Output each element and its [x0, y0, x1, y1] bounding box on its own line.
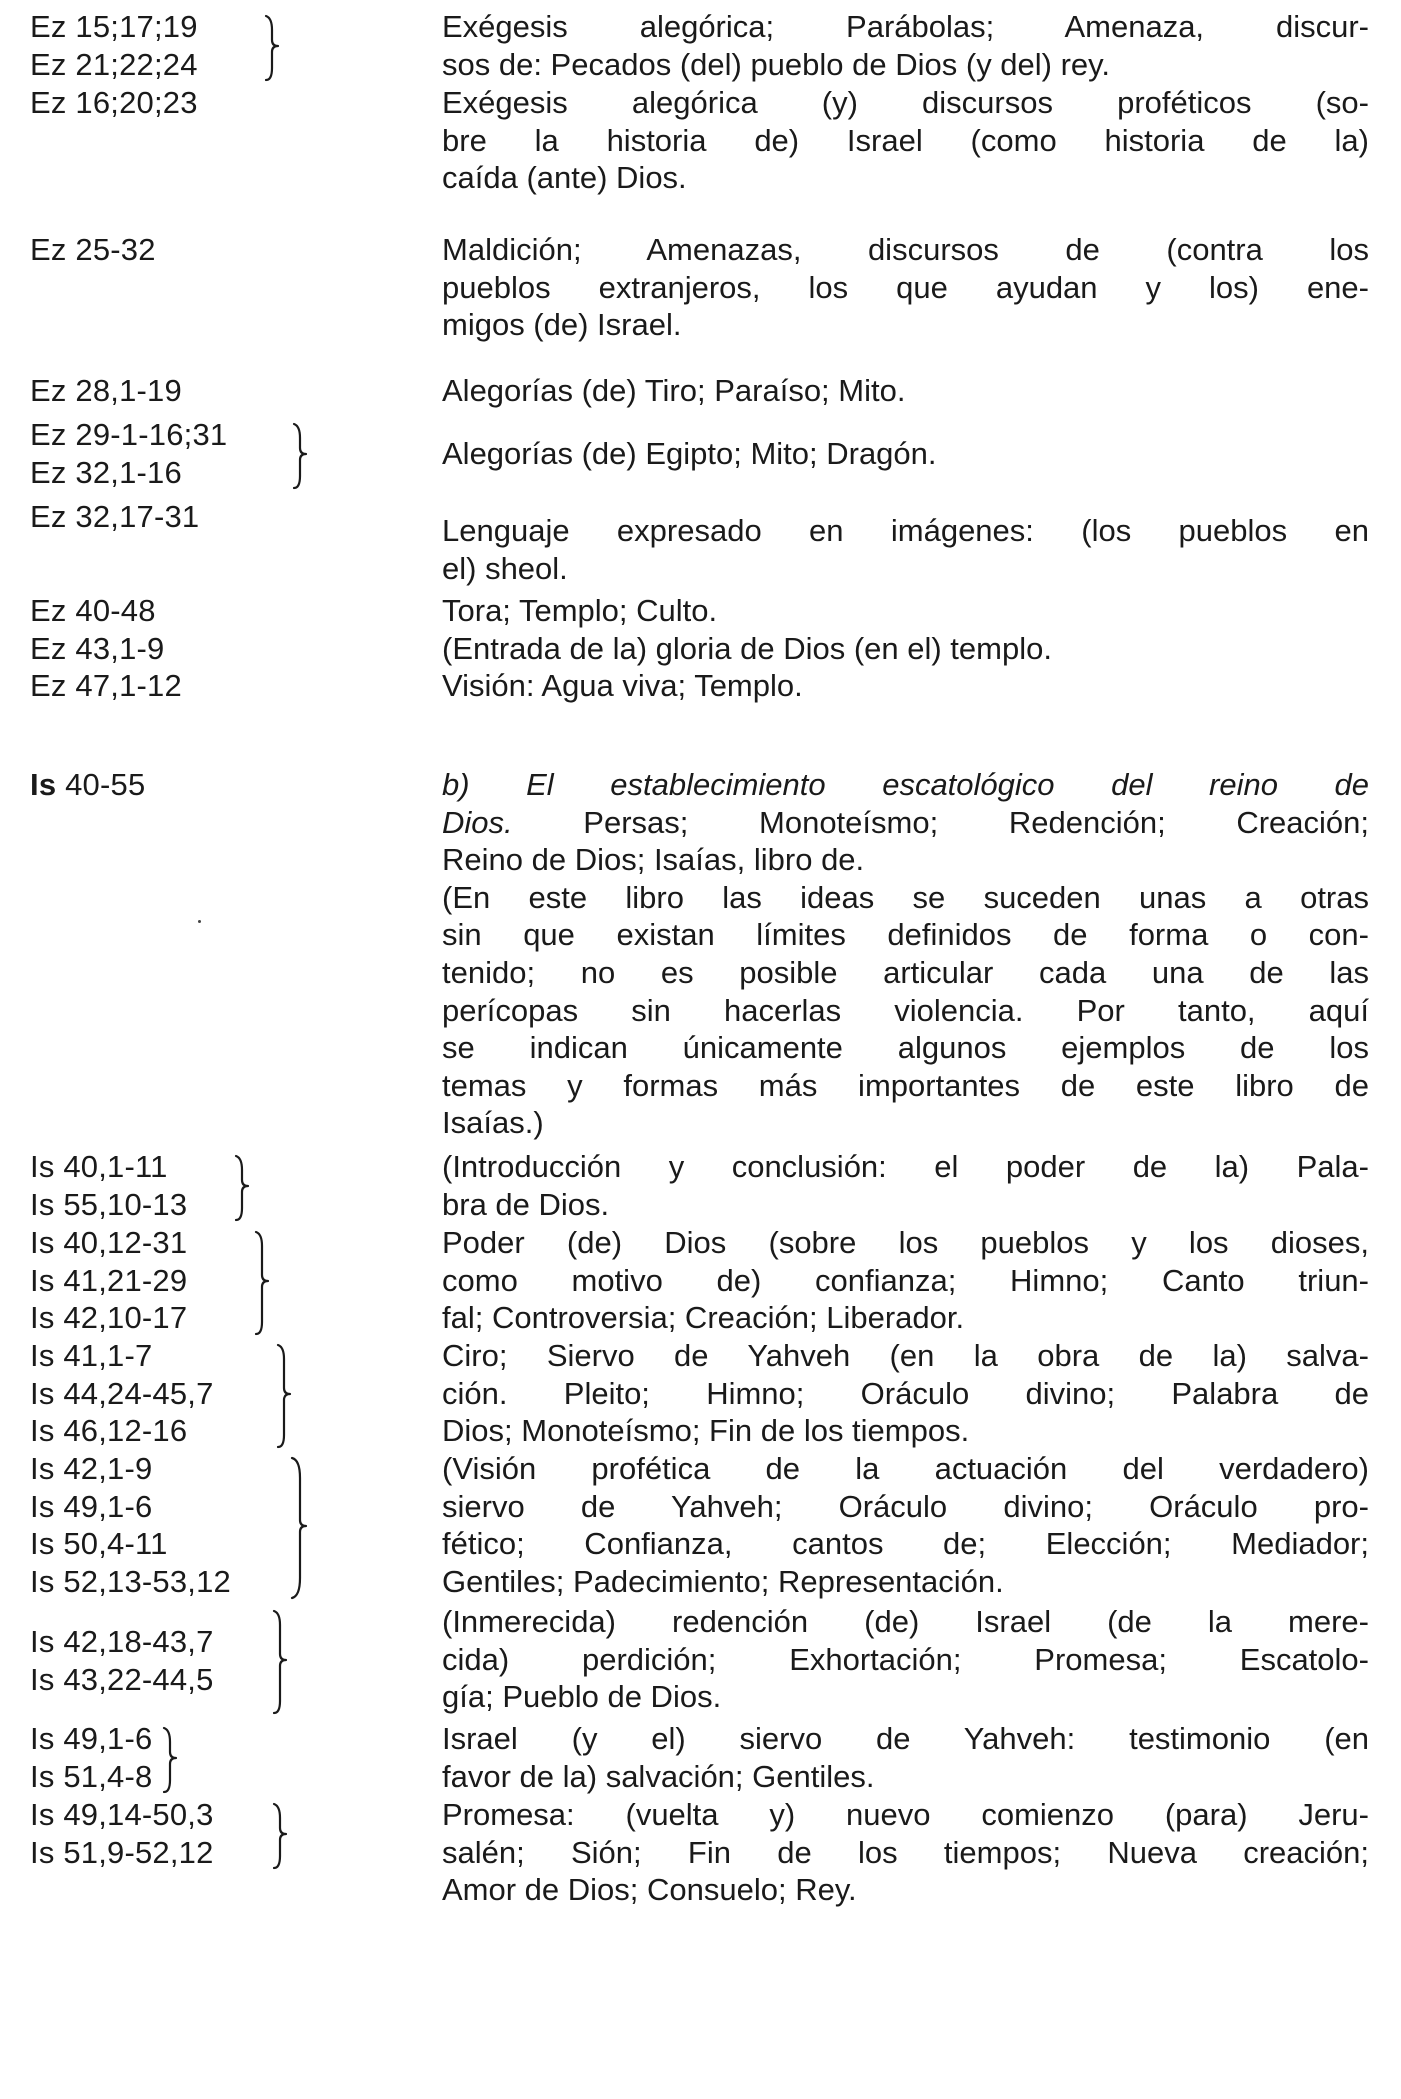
description [442, 667, 1369, 705]
description-line: (En este libro las ideas se suceden unas a otras [442, 879, 1369, 915]
reference: Is 55,10-13 [30, 1186, 188, 1222]
description-line: perícopas sin hacerlas violencia. Por tanto, aquí [442, 992, 1369, 1028]
reference: Is 52,13-53,12 [30, 1563, 232, 1599]
reference-column [30, 1148, 187, 1223]
description-line [442, 804, 1369, 842]
reference-column [30, 592, 156, 630]
reference: Is 44,24-45,7 [30, 1375, 214, 1411]
description-line: Gentiles; Padecimiento; Representación. [442, 1563, 1004, 1599]
description [442, 1148, 1369, 1223]
description-line: pueblos extranjeros, los que ayudan y los) ene- [442, 269, 1369, 305]
description [442, 8, 1369, 83]
description [442, 435, 1369, 473]
reference: Is 42,1-9 [30, 1451, 153, 1486]
description [442, 1337, 1369, 1450]
description [442, 1720, 1369, 1795]
reference: Ez 15;17;19 [30, 9, 198, 44]
reference: Is 50,4-11 [30, 1526, 168, 1562]
reference-column [30, 84, 198, 122]
grouping-brace [290, 416, 314, 492]
description [442, 1603, 1369, 1716]
description [442, 1224, 1369, 1337]
description-line: ción. Pleito; Himno; Oráculo divino; Palabra de [442, 1375, 1369, 1411]
reference: Is 51,4-8 [30, 1758, 153, 1794]
stray-mark [198, 920, 201, 923]
reference-column [30, 372, 182, 410]
description [442, 630, 1369, 668]
description-line: (Inmerecida) redención (de) Israel (de la mere- [442, 1604, 1369, 1639]
description [442, 84, 1369, 197]
description-line: (Visión profética de la actuación del verdadero) [442, 1451, 1369, 1486]
description-line: Exégesis alegórica; Parábolas; Amenaza, discur- [442, 9, 1369, 44]
description-line: (Introducción y conclusión: el poder de la) Pala- [442, 1149, 1369, 1184]
reference: Is 42,18-43,7 [30, 1624, 214, 1659]
description-line: caída (ante) Dios. [442, 160, 687, 196]
reference-column [30, 1720, 152, 1795]
description-text: Persas; Monoteísmo; Redención; Creación; [512, 804, 1369, 840]
description-line: temas y formas más importantes de este libro de [442, 1067, 1369, 1103]
reference: Ez 47,1-12 [30, 668, 182, 703]
description-line: Alegorías (de) Egipto; Mito; Dragón. [442, 436, 937, 471]
description-line: cida) perdición; Exhortación; Promesa; Escatolo- [442, 1641, 1369, 1677]
reference: Ez 21;22;24 [30, 46, 198, 82]
grouping-brace [274, 1337, 298, 1451]
reference-range: 40-55 [65, 767, 146, 802]
reference: Is 49,14-50,3 [30, 1797, 214, 1832]
description [442, 231, 1369, 344]
reference: Is 49,1-6 [30, 1721, 153, 1756]
grouping-brace [160, 1720, 184, 1796]
section-heading: b) El establecimiento escatológico del reino de [442, 767, 1369, 802]
description-line: sin que existan límites definidos de forma o con- [442, 917, 1369, 953]
reference: Is 41,1-7 [30, 1338, 153, 1373]
reference-column [30, 8, 198, 83]
description-line: gía; Pueblo de Dios. [442, 1679, 722, 1715]
description [442, 592, 1369, 630]
grouping-brace [288, 1450, 312, 1602]
reference-column [30, 1623, 214, 1698]
description-line: Exégesis alegórica (y) discursos proféticos (so- [442, 85, 1369, 120]
description-line: Alegorías (de) Tiro; Paraíso; Mito. [442, 373, 906, 408]
reference-column [30, 231, 156, 269]
description-line: migos (de) Israel. [442, 307, 682, 343]
description-line: Poder (de) Dios (sobre los pueblos y los dioses, [442, 1225, 1369, 1260]
description [442, 372, 1369, 410]
reference: Ez 32,1-16 [30, 454, 182, 490]
description-line: Ciro; Siervo de Yahveh (en la obra de la) salva- [442, 1338, 1369, 1373]
description-line: tenido; no es posible articular cada una de las [442, 954, 1369, 990]
reference-column [30, 630, 165, 668]
description-line: Tora; Templo; Culto. [442, 593, 718, 628]
description-line: fal; Controversia; Creación; Liberador. [442, 1300, 965, 1336]
grouping-brace [270, 1796, 294, 1872]
reference-column [30, 1450, 231, 1600]
description-line: fético; Confianza, cantos de; Elección; Mediador; [442, 1526, 1369, 1562]
description-line: bra de Dios. [442, 1186, 610, 1222]
reference-book: Is [30, 767, 57, 802]
reference: Ez 25-32 [30, 232, 156, 267]
reference: Ez 29-1-16;31 [30, 417, 228, 452]
description-line: Reino de Dios; Isaías, libro de. [442, 842, 865, 878]
reference-column [30, 416, 227, 491]
description-line: (Entrada de la) gloria de Dios (en el) templo. [442, 631, 1052, 666]
reference: Ez 16;20;23 [30, 85, 198, 120]
reference-column [30, 1796, 214, 1871]
description-line: sos de: Pecados (del) pueblo de Dios (y del) rey. [442, 46, 1110, 82]
reference: Is 42,10-17 [30, 1300, 188, 1336]
reference: Ez 28,1-19 [30, 373, 182, 408]
description-line: bre la historia de) Israel (como historia de la) [442, 122, 1369, 158]
reference: Is 41,21-29 [30, 1262, 188, 1298]
description-line: siervo de Yahveh; Oráculo divino; Oráculo pro- [442, 1488, 1369, 1524]
reference [30, 766, 145, 804]
reference-column [30, 766, 145, 804]
description-line: Amor de Dios; Consuelo; Rey. [442, 1872, 857, 1908]
reference: Is 46,12-16 [30, 1413, 188, 1449]
description-line: el) sheol. [442, 550, 568, 586]
grouping-brace [262, 8, 286, 84]
reference-column [30, 1337, 214, 1450]
description [442, 1450, 1369, 1600]
grouping-brace [232, 1148, 256, 1224]
grouping-brace [270, 1603, 294, 1717]
description-line: se indican únicamente algunos ejemplos de los [442, 1030, 1369, 1066]
description [442, 766, 1369, 1142]
description-line: Israel (y el) siervo de Yahveh: testimonio (en [442, 1721, 1369, 1756]
description-line: Lenguaje expresado en imágenes: (los pueblos en [442, 513, 1369, 548]
reference: Is 51,9-52,12 [30, 1834, 214, 1870]
reference: Is 49,1-6 [30, 1488, 153, 1524]
reference: Ez 32,17-31 [30, 499, 200, 534]
description-line: como motivo de) confianza; Himno; Canto triun- [442, 1262, 1369, 1298]
reference: Ez 40-48 [30, 593, 156, 628]
section-heading-end: Dios. [442, 804, 513, 840]
reference: Is 40,1-11 [30, 1149, 168, 1184]
description-line: Isaías.) [442, 1105, 544, 1141]
description-line: Promesa: (vuelta y) nuevo comienzo (para) Jeru- [442, 1797, 1369, 1832]
reference: Ez 43,1-9 [30, 631, 165, 666]
description-line: Maldición; Amenazas, discursos de (contra los [442, 232, 1369, 267]
reference: Is 40,12-31 [30, 1225, 188, 1260]
description [442, 512, 1369, 587]
reference-column [30, 498, 199, 536]
description [442, 1796, 1369, 1909]
description-line: Dios; Monoteísmo; Fin de los tiempos. [442, 1413, 970, 1449]
reference-column [30, 1224, 187, 1337]
description-line: Visión: Agua viva; Templo. [442, 668, 803, 703]
reference: Is 43,22-44,5 [30, 1661, 214, 1697]
description-line: salén; Sión; Fin de los tiempos; Nueva creación; [442, 1834, 1369, 1870]
description-line: favor de la) salvación; Gentiles. [442, 1758, 875, 1794]
grouping-brace [252, 1224, 276, 1338]
reference-column [30, 667, 182, 705]
